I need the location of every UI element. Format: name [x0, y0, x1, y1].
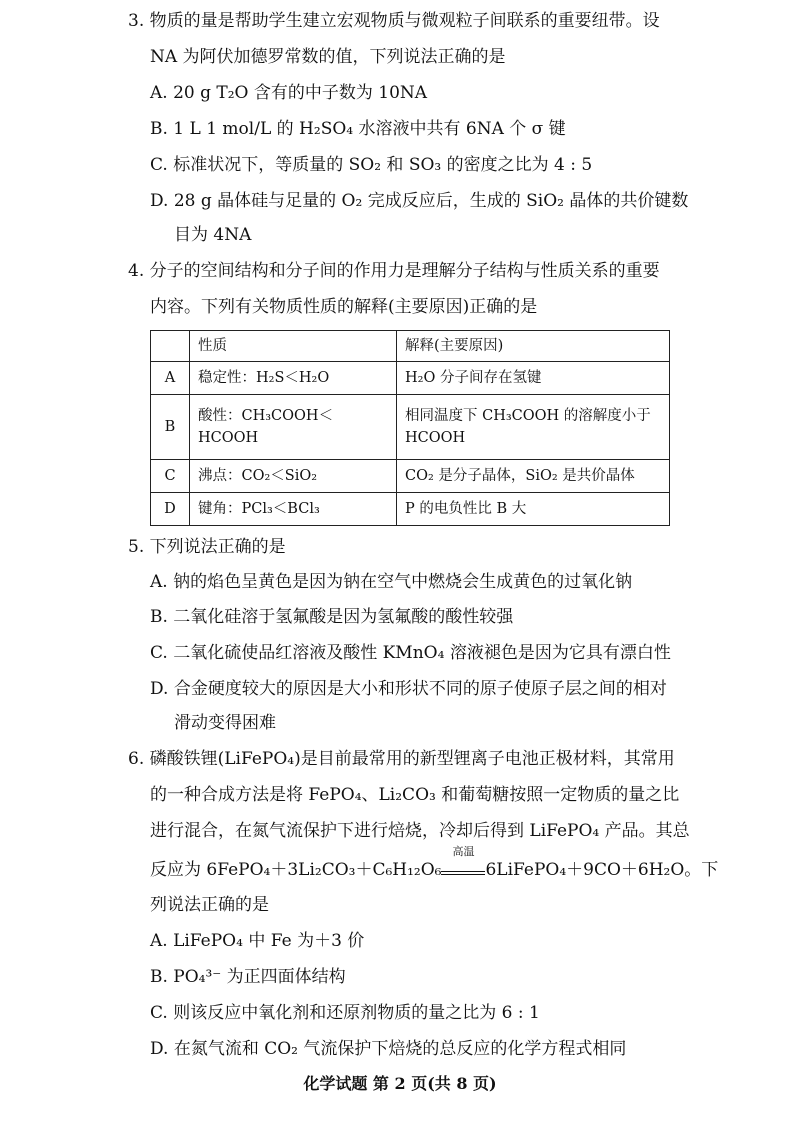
q5-stem: 5. 下列说法正确的是	[128, 537, 286, 557]
table-cell-key: A	[151, 362, 190, 395]
table-header-cell: 解释(主要原因)	[397, 331, 670, 362]
table-cell-explanation: P 的电负性比 B 大	[397, 493, 670, 526]
table-cell-property: 酸性：CH₃COOH＜HCOOH	[190, 395, 397, 460]
q3-stem-line-2: NA 为阿伏加德罗常数的值，下列说法正确的是	[150, 47, 506, 67]
equation-products: 6LiFePO₄＋9CO＋6H₂O。下	[485, 860, 719, 880]
q3-stem-line-1: 3. 物质的量是帮助学生建立宏观物质与微观粒子间联系的重要纽带。设	[128, 11, 660, 31]
q5-option-b: B. 二氧化硅溶于氢氟酸是因为氢氟酸的酸性较强	[150, 607, 514, 627]
table-cell-explanation: H₂O 分子间存在氢键	[397, 362, 670, 395]
q6-option-d: D. 在氮气流和 CO₂ 气流保护下焙烧的总反应的化学方程式相同	[150, 1039, 627, 1059]
q3-option-c: C. 标准状况下，等质量的 SO₂ 和 SO₃ 的密度之比为 4 : 5	[150, 155, 593, 175]
table-cell-property: 沸点：CO₂＜SiO₂	[190, 460, 397, 493]
reaction-condition-label: 高温	[452, 845, 475, 858]
q6-stem-line-5: 列说法正确的是	[150, 895, 269, 915]
table-row	[151, 460, 670, 493]
table-row	[151, 395, 670, 460]
q5-option-c: C. 二氧化硫使品红溶液及酸性 KMnO₄ 溶液褪色是因为它具有漂白性	[150, 643, 671, 663]
table-cell-key: C	[151, 460, 190, 493]
q6-stem-line-2: 的一种合成方法是将 FePO₄、Li₂CO₃ 和葡萄糖按照一定物质的量之比	[150, 785, 680, 805]
reaction-condition-arrow	[441, 845, 485, 875]
table-cell-explanation: CO₂ 是分子晶体，SiO₂ 是共价晶体	[397, 460, 670, 493]
q6-option-b: B. PO₄³⁻ 为正四面体结构	[150, 967, 346, 987]
table-cell-key: D	[151, 493, 190, 526]
q3-option-b: B. 1 L 1 mol/L 的 H₂SO₄ 水溶液中共有 6NA 个 σ 键	[150, 119, 566, 139]
q4-stem-line-2: 内容。下列有关物质性质的解释(主要原因)正确的是	[150, 297, 538, 317]
table-row	[151, 362, 670, 395]
q3-option-a: A. 20 g T₂O 含有的中子数为 10NA	[150, 83, 428, 103]
table-cell-key: B	[151, 395, 190, 460]
q5-option-a: A. 钠的焰色呈黄色是因为钠在空气中燃烧会生成黄色的过氧化钠	[150, 572, 633, 592]
equals-sign-double-bar	[441, 871, 485, 875]
page-footer: 化学试题 第 2 页(共 8 页)	[303, 1074, 497, 1093]
table-cell-explanation: 相同温度下 CH₃COOH 的溶解度小于 HCOOH	[397, 395, 670, 460]
table-cell-property: 稳定性：H₂S＜H₂O	[190, 362, 397, 395]
q3-option-d-line-1: D. 28 g 晶体硅与足量的 O₂ 完成反应后，生成的 SiO₂ 晶体的共价键数	[150, 191, 689, 211]
q6-stem-line-1: 6. 磷酸铁锂(LiFePO₄)是目前最常用的新型锂离子电池正极材料，其常用	[128, 749, 675, 769]
q6-option-a: A. LiFePO₄ 中 Fe 为＋3 价	[150, 931, 365, 951]
q6-reaction-equation	[150, 845, 719, 883]
q4-stem-line-1: 4. 分子的空间结构和分子间的作用力是理解分子结构与性质关系的重要	[128, 261, 660, 281]
table-row	[151, 493, 670, 526]
q5-option-d-line-2: 滑动变得困难	[174, 713, 276, 733]
q6-option-c: C. 则该反应中氧化剂和还原剂物质的量之比为 6 : 1	[150, 1003, 540, 1023]
table-cell-property: 键角：PCl₃＜BCl₃	[190, 493, 397, 526]
table-header-cell	[151, 331, 190, 362]
q3-option-d-line-2: 目为 4NA	[174, 225, 252, 245]
q4-property-table	[150, 330, 670, 526]
table-header-cell: 性质	[190, 331, 397, 362]
q5-option-d-line-1: D. 合金硬度较大的原因是大小和形状不同的原子使原子层之间的相对	[150, 679, 667, 699]
table-header-row	[151, 331, 670, 362]
equation-reactants: 反应为 6FePO₄＋3Li₂CO₃＋C₆H₁₂O₆	[150, 860, 442, 880]
q6-stem-line-3: 进行混合，在氮气流保护下进行焙烧，冷却后得到 LiFePO₄ 产品。其总	[150, 821, 690, 841]
